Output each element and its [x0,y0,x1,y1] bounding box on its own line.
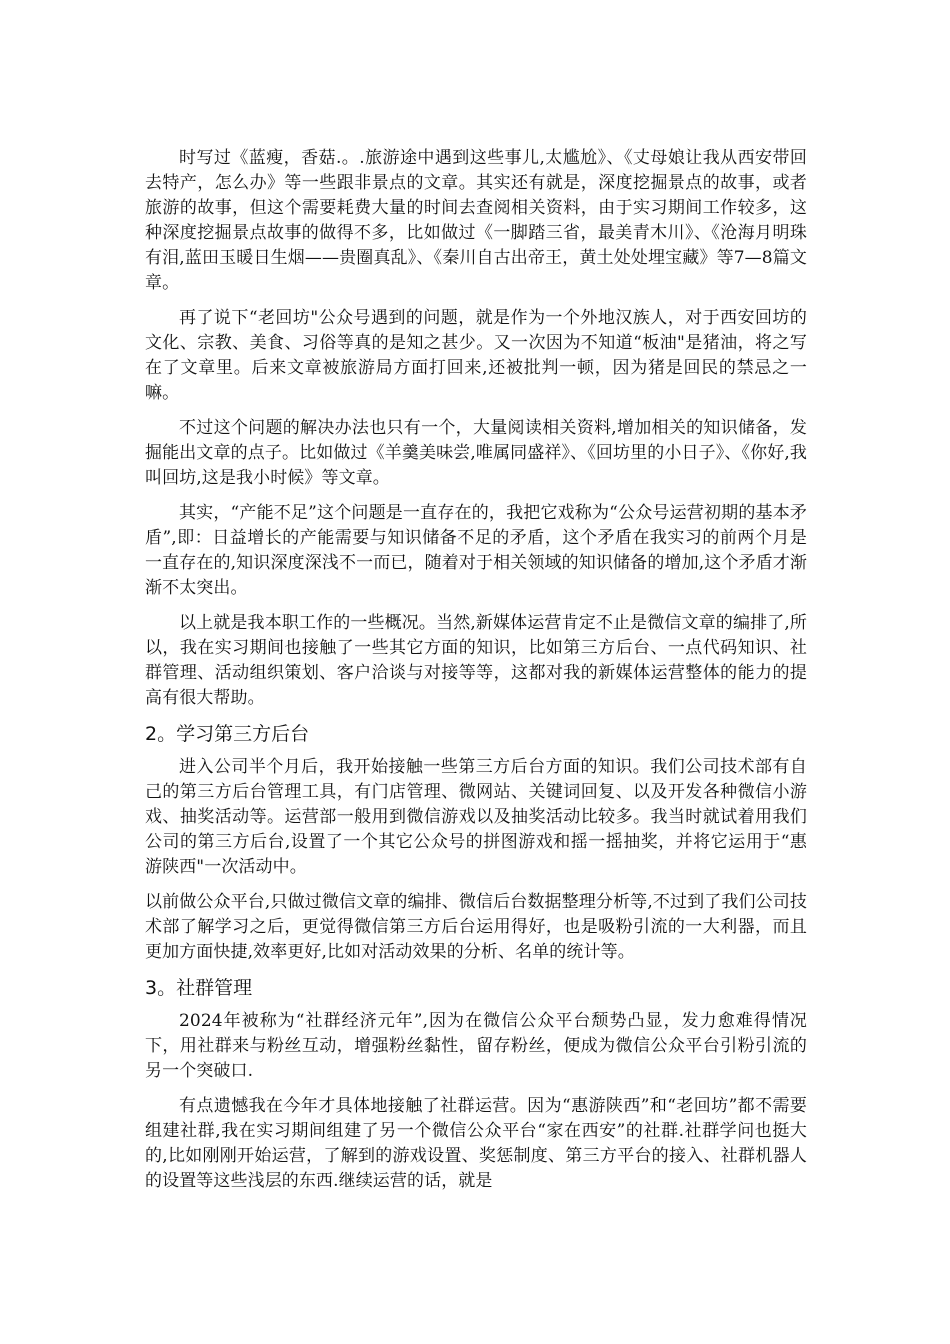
paragraph: 以前做公众平台,只做过微信文章的编排、微信后台数据整理分析等,不过到了我们公司技术部了解学习之后，更觉得微信第三方后台运用得好，也是吸粉引流的一大利器，而且更加方面快捷,效率更好,比如对活动效果的分析、名单的统计等。 [145,892,807,962]
paragraph: 2024年被称为“社群经济元年”,因为在微信公众平台颓势凸显，发力愈难得情况下，用社群来与粉丝互动，增强粉丝黏性，留存粉丝，便成为微信公众平台引粉引流的另一个突破口. [145,1011,807,1081]
document-page [145,146,807,1204]
section-heading-community-management: 3。社群管理 [145,977,253,999]
paragraph: 以上就是我本职工作的一些概况。当然,新媒体运营肯定不止是微信文章的编排了,所以，我在实习期间也接触了一些其它方面的知识，比如第三方后台、一点代码知识、社群管理、活动组织策划、客户洽谈与对接等等，这都对我的新媒体运营整体的能力的提高有很大帮助。 [145,613,807,708]
paragraph: 不过这个问题的解决办法也只有一个，大量阅读相关资料,增加相关的知识储备，发掘能出文章的点子。比如做过《羊羹美味尝,唯属同盛祥》、《回坊里的小日子》、《你好,我叫回坊,这是我小时候》等文章。 [145,418,807,488]
paragraph: 再了说下“老回坊"公众号遇到的问题，就是作为一个外地汉族人，对于西安回坊的文化、宗教、美食、习俗等真的是知之甚少。又一次因为不知道“板油"是猪油，将之写在了文章里。后来文章被旅游局方面打回来,还被批判一顿，因为猪是回民的禁忌之一嘛。 [145,308,807,403]
paragraph: 时写过《蓝瘦，香菇.。.旅游途中遇到这些事儿,太尴尬》、《丈母娘让我从西安带回去特产，怎么办》等一些跟非景点的文章。其实还有就是，深度挖掘景点的故事，或者旅游的故事，但这个需要耗费大量的时间去查阅相关资料，由于实习期间工作较多，这种深度挖掘景点故事的做得不多，比如做过《一脚踏三省，最美青木川》、《沧海月明珠有泪,蓝田玉暖日生烟——贵圈真乱》、《秦川自古出帝王，黄土处处埋宝藏》等7—8篇文章。 [145,148,807,293]
section-heading-third-party-backend: 2。学习第三方后台 [145,723,310,745]
paragraph: 其实，“产能不足”这个问题是一直存在的，我把它戏称为“公众号运营初期的基本矛盾”,即：日益增长的产能需要与知识储备不足的矛盾，这个矛盾在我实习的前两个月是一直存在的,知识深度深浅不一而已，随着对于相关领域的知识储备的增加,这个矛盾才渐渐不太突出。 [145,503,807,598]
paragraph: 有点遗憾我在今年才具体地接触了社群运营。因为“惠游陕西”和“老回坊”都不需要组建社群,我在实习期间组建了另一个微信公众平台“家在西安”的社群.社群学问也挺大的,比如刚刚开始运营，了解到的游戏设置、奖惩制度、第三方平台的接入、社群机器人的设置等这些浅层的东西.继续运营的话，就是 [145,1096,807,1191]
paragraph: 进入公司半个月后，我开始接触一些第三方后台方面的知识。我们公司技术部有自己的第三方后台管理工具，有门店管理、微网站、关键词回复、以及开发各种微信小游戏、抽奖活动等。运营部一般用到微信游戏以及抽奖活动比较多。我当时就试着用我们公司的第三方后台,设置了一个其它公众号的拼图游戏和摇一摇抽奖，并将它运用于“惠游陕西"一次活动中。 [145,757,807,877]
